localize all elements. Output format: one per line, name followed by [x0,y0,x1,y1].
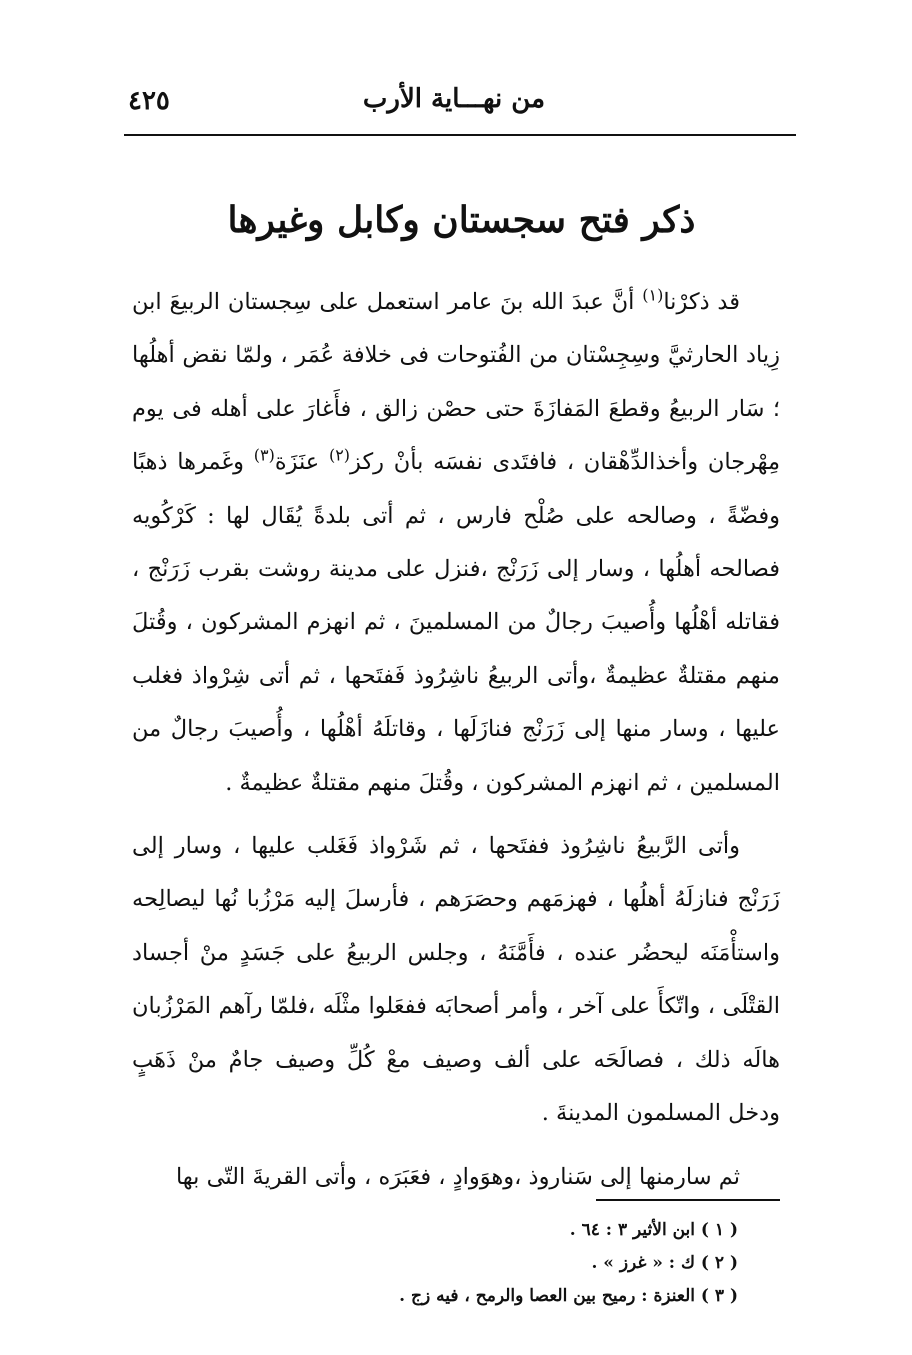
paragraph-text: عنَزَة [274,449,329,476]
running-header [128,84,795,130]
footnote-1: ( ١ ) ابن الأثير ٣ : ٦٤ . [569,1220,738,1240]
paragraph-3 [132,1151,780,1204]
header-rule [124,134,796,136]
footnote-rule [596,1199,780,1201]
paragraph-text: أنَّ عبدَ الله بنَ عامر استعمل على سِجستان الربيعَ ابن زِياد الحارثيَّ وسِجِسْتان من الفُتوحات فى خلافة عُمَر ، ولمّا نقض أهلُها ؛ سَار الربيعُ وقطعَ المَفازَةَ حتى حصْن زالق ، فأَغارَ على أهله فى يوم مِهْرجان وأخذالدِّهْقان ، فافتَدى نفسَه بأنْ ركز [132,289,781,476]
page-number: ٤٢٥ [128,86,170,116]
body-text [132,276,780,1204]
paragraph-text: ثم سارمنها إلى سَناروذ ،وهوَوادٍ ، فعَبَرَه ، وأتى القريةَ التّى بها [175,1163,740,1190]
footnote-3: ( ٣ ) العنزة : رميح بين العصا والرمح ، فيه زج . [399,1286,738,1306]
paragraph-text: وغَمرها ذهبًا وفضّةً ، وصالحه على صُلْح فارس ، ثم أتى بلدةً يُقَال لها : كَرْكُويه فصالحه أهلُها ، وسار إلى زَرَنْج ،فنزل على مدينة روشت بقرب زَرَنْج ، فقاتله أهْلُها وأُصيبَ رجالٌ من المسلمينَ ، ثم انهزم المشركون ، وقُتلَ منهم مقتلةٌ عظيمةٌ ،وأتى الربيعُ ناشِرُوذ فَفتَحها ، ثم أتى شِرْواذ فغلب عليها ، وسار منها إلى زَرَنْج فنازَلَها ، وقاتلَهُ أهْلُها ، وأُصيبَ رجالٌ من المسلمين ، ثم انهزم المشركون ، وقُتلَ منهم مقتلةٌ عظيمةٌ . [132,449,780,796]
paragraph-2 [132,820,780,1140]
paragraph-1 [132,276,780,810]
paragraph-text: قد ذكرْنا [663,289,741,315]
footnote-marker-3: (٣) [253,445,275,465]
paragraph-text: وأتى الرَّبيعُ ناشِرُوذ ففتَحها ، ثم شَرْواذ فَغَلب عليها ، وسار إلى زَرَنْج فنازلَهُ أهلُها ، فهزمَهم وحصَرَهم ، فأرسلَ إليه مَرْزُبا نُها ليصالِحه واستأْمَنَه ليحضُر عنده ، فأَمَّنَهُ ، وجلس الربيعُ على جَسَدٍ منْ أجساد القتْلَى ، واتّكأَ على آخر ، وأمر أصحابَه ففعَلوا مثْلَه ،فلمّا رآهم المَرْزُبان هالَه ذلك ، فصالَحَه على ألف وصيف معْ كُلِّ وصيف جامٌ منْ ذَهَبٍ ودخل المسلمون المدينةَ . [132,833,780,1127]
footnote-marker-2: (٢) [328,445,351,465]
footnote-marker-1: (١) [642,285,664,305]
footnotes [132,1214,738,1313]
footnote-2: ( ٢ ) ك : « غرز » . [591,1253,738,1273]
running-title: من نهـــاية الأرب [362,84,545,114]
section-heading: ذكر فتح سجستان وكابل وغيرها [227,199,696,241]
